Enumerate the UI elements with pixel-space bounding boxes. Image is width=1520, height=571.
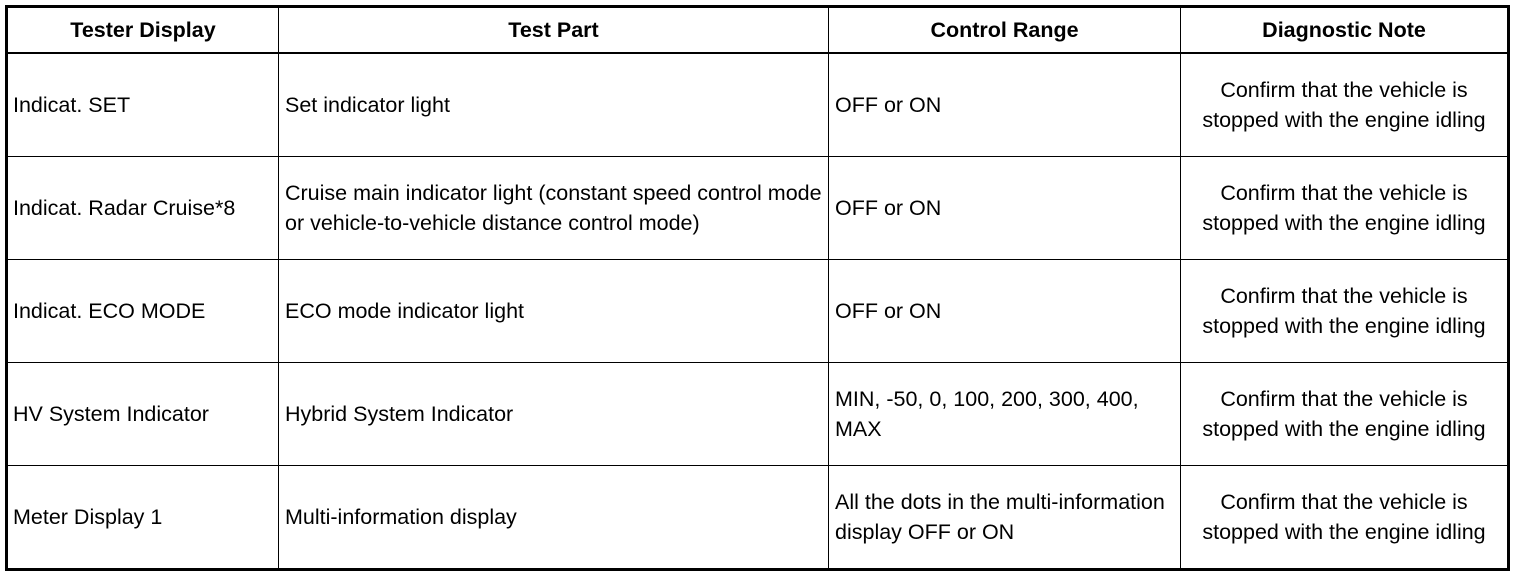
header-control-range: Control Range (829, 7, 1181, 54)
tester-display-cell: HV System Indicator (7, 363, 279, 466)
table-row (7, 466, 1509, 570)
diagnostic-note-cell: Confirm that the vehicle is stopped with the engine idling (1181, 53, 1509, 157)
active-test-table (5, 5, 1510, 571)
control-range-cell: OFF or ON (829, 53, 1181, 157)
test-part-cell: Multi-information display (279, 466, 829, 570)
diagnostic-note-cell: Confirm that the vehicle is stopped with the engine idling (1181, 466, 1509, 570)
diagnostic-note-cell: Confirm that the vehicle is stopped with the engine idling (1181, 260, 1509, 363)
control-range-cell: OFF or ON (829, 157, 1181, 260)
table-header-row (7, 7, 1509, 54)
test-part-cell: Hybrid System Indicator (279, 363, 829, 466)
table-row (7, 157, 1509, 260)
table-row (7, 260, 1509, 363)
tester-display-cell: Indicat. SET (7, 53, 279, 157)
header-test-part: Test Part (279, 7, 829, 54)
control-range-cell: MIN, -50, 0, 100, 200, 300, 400, MAX (829, 363, 1181, 466)
control-range-cell: All the dots in the multi-information display OFF or ON (829, 466, 1181, 570)
tester-display-cell: Indicat. Radar Cruise*8 (7, 157, 279, 260)
test-part-cell: Set indicator light (279, 53, 829, 157)
test-part-cell: ECO mode indicator light (279, 260, 829, 363)
header-diagnostic-note: Diagnostic Note (1181, 7, 1509, 54)
diagnostic-note-cell: Confirm that the vehicle is stopped with the engine idling (1181, 363, 1509, 466)
diagnostic-note-cell: Confirm that the vehicle is stopped with the engine idling (1181, 157, 1509, 260)
header-tester-display: Tester Display (7, 7, 279, 54)
control-range-cell: OFF or ON (829, 260, 1181, 363)
tester-display-cell: Meter Display 1 (7, 466, 279, 570)
table-row (7, 53, 1509, 157)
table-row (7, 363, 1509, 466)
tester-display-cell: Indicat. ECO MODE (7, 260, 279, 363)
test-part-cell: Cruise main indicator light (constant speed control mode or vehicle-to-vehicle distance control mode) (279, 157, 829, 260)
